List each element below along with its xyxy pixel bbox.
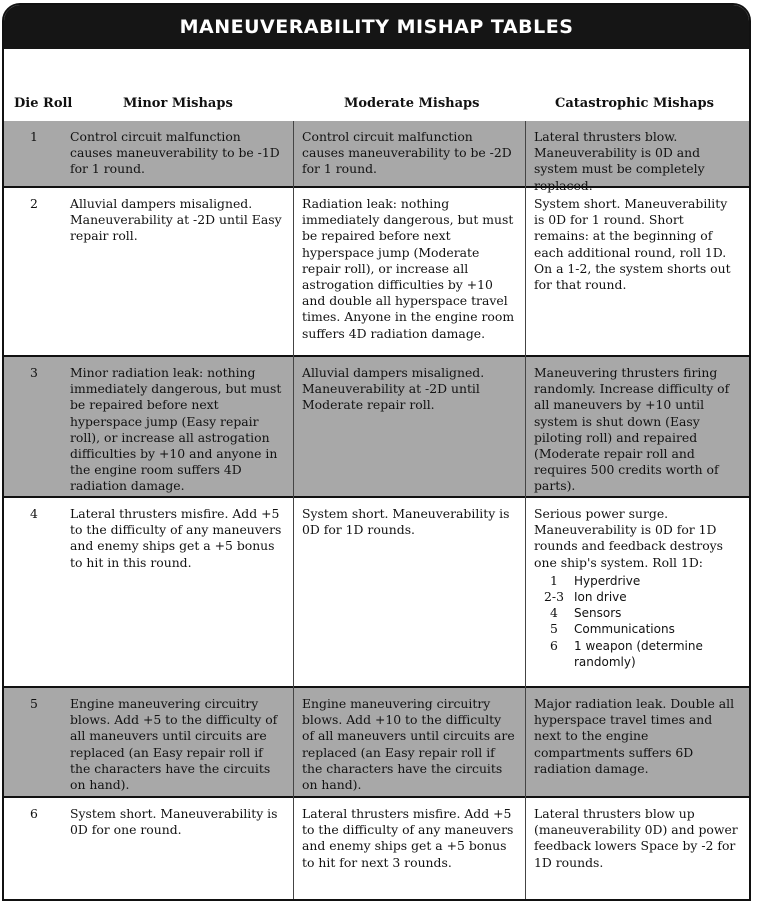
moderate-mishap-text: System short. Maneuverability is 0D for 1D rounds. <box>302 506 510 538</box>
table-row <box>4 498 749 687</box>
subtable-row <box>534 589 740 605</box>
column-divider <box>525 121 526 901</box>
subtable-roll: 4 <box>550 605 558 621</box>
header-catastrophic-mishaps: Catastrophic Mishaps <box>555 96 714 111</box>
catastrophic-mishap-text: Maneuvering thrusters firing randomly. Increase difficulty of all maneuvers by +10 until system is shut down (Easy piloting roll) and repaired (Moderate repair roll and requires 500 credits worth of parts). <box>534 365 730 494</box>
subtable-system: 1 weapon (determine randomly) <box>574 638 703 669</box>
moderate-mishap-text: Radiation leak: nothing immediately dangerous, but must be repaired before next hyperspace jump (Moderate repair roll), or increase all astrogation difficulties by +10 and double all hyperspace travel times. Anyone in the engine room suffers 4D radiation damage. <box>302 196 515 341</box>
subtable-system: Sensors <box>574 606 622 621</box>
minor-mishap-text: Engine maneuvering circuitry blows. Add +5 to the difficulty of all maneuvers until circuits are replaced (an Easy repair roll if the characters have the circuits on hand). <box>70 696 278 793</box>
moderate-mishap-text: Engine maneuvering circuitry blows. Add +10 to the difficulty of all maneuvers until circuits are replaced (an Easy repair roll if the characters have the circuits on hand). <box>302 696 515 793</box>
subtable-roll: 1 <box>550 572 558 588</box>
catastrophic-mishap-text: System short. Maneuverability is 0D for 1 round. Short remains: at the beginning of each additional round, roll 1D. On a 1-2, the system shorts out for that round. <box>534 196 731 293</box>
table-row <box>4 798 749 901</box>
subtable-system: Hyperdrive <box>574 573 641 588</box>
minor-mishap-text: Minor radiation leak: nothing immediately dangerous, but must be repaired before next hyperspace jump (Easy repair roll), or increase all astrogation difficulties by +10 and anyone in the engine room suffers 4D radiation damage. <box>70 365 282 494</box>
header-die-roll: Die Roll <box>14 96 73 111</box>
table-row <box>4 688 749 797</box>
die-value: 6 <box>30 806 38 821</box>
system-subtable <box>534 573 740 670</box>
column-headers <box>4 96 749 118</box>
table-row <box>4 121 749 187</box>
subtable-roll: 6 <box>550 637 558 653</box>
subtable-row <box>534 621 740 637</box>
die-value: 3 <box>30 365 38 380</box>
table-row <box>4 188 749 356</box>
moderate-mishap-text: Control circuit malfunction causes maneuverability to be -2D for 1 round. <box>302 129 512 177</box>
subtable-roll: 2-3 <box>544 589 564 605</box>
moderate-mishap-text: Alluvial dampers misaligned. Maneuverability at -2D until Moderate repair roll. <box>302 365 485 413</box>
catastrophic-mishap-text: Serious power surge. Maneuverability is 0D for 1D rounds and feedback destroys one ship's system. Roll 1D: <box>534 506 724 570</box>
catastrophic-mishap-text: Lateral thrusters blow. Maneuverability is 0D and system must be completely <box>534 129 705 177</box>
subtable-roll: 5 <box>550 621 558 637</box>
table-title: MANEUVERABILITY MISHAP TABLES <box>4 5 749 49</box>
minor-mishap-text: Control circuit malfunction causes maneuverability to be -1D for 1 round. <box>70 129 280 177</box>
header-minor-mishaps: Minor Mishaps <box>123 96 233 111</box>
minor-mishap-text: System short. Maneuverability is 0D for one round. <box>70 806 278 838</box>
die-value: 5 <box>30 696 38 711</box>
minor-mishap-text: Alluvial dampers misaligned. Maneuverability at -2D until Easy repair roll. <box>70 196 282 244</box>
die-value: 1 <box>30 129 38 144</box>
subtable-row <box>534 605 740 621</box>
die-value: 2 <box>30 196 38 211</box>
catastrophic-mishap-cell <box>534 506 740 670</box>
catastrophic-mishap-text: Lateral thrusters blow up (maneuverability 0D) and power feedback lowers Space by -2 for 1D rounds. <box>534 806 738 870</box>
moderate-mishap-text: Lateral thrusters misfire. Add +5 to the difficulty of any maneuvers and enemy ships get a +5 bonus to hit for next 3 rounds. <box>302 806 514 870</box>
minor-mishap-text: Lateral thrusters misfire. Add +5 to the difficulty of any maneuvers and enemy ships get a +5 bonus to hit in this round. <box>70 506 282 570</box>
catastrophic-mishap-text: Major radiation leak. Double all hyperspace travel times and next to the engine compartments suffers 6D radiation damage. <box>534 696 735 776</box>
subtable-row <box>534 638 740 670</box>
subtable-system: Ion drive <box>574 590 627 605</box>
header-moderate-mishaps: Moderate Mishaps <box>344 96 480 111</box>
table-row <box>4 357 749 497</box>
mishap-table-frame <box>2 3 751 901</box>
subtable-system: Communications <box>574 622 675 637</box>
subtable-row <box>534 573 740 589</box>
column-divider <box>293 121 294 901</box>
die-value: 4 <box>30 506 38 521</box>
